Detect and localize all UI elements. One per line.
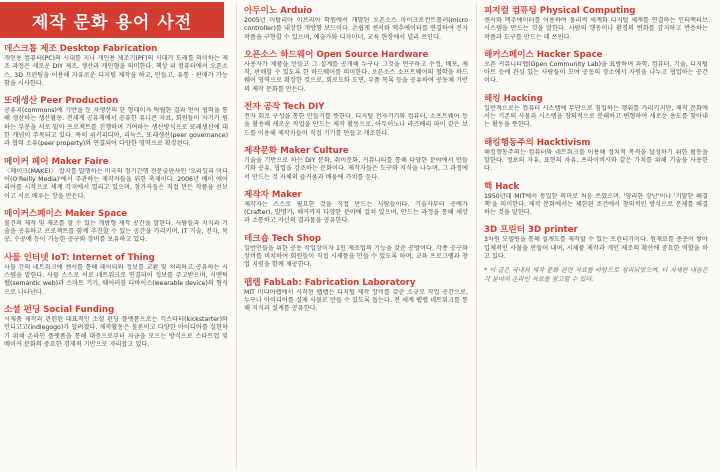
glossary-term: 제작자 Maker: [244, 189, 302, 200]
glossary-entry: [484, 180, 708, 218]
glossary-entry: [244, 48, 468, 94]
glossary-definition: 3차원 모델링을 통해 설계도를 제작할 수 있는 프린터기이다. 원재료를 층층이 쌓아 입체적인 사물을 만들어 내며, 시제품 제작과 개인 제조의 확산에 중요한 역할을 하고 있다.: [484, 236, 708, 261]
column-divider: [236, 4, 237, 468]
glossary-column-1: [4, 42, 228, 355]
glossary-entry: [244, 144, 468, 182]
glossary-entry: [484, 136, 708, 174]
glossary-definition: 일반적으로는 컴퓨터 시스템에 무단으로 침입하는 행위를 가리키지만, 제작 문화에서는 기존의 사물과 시스템을 창의적으로 분해하고 변형하여 새로운 용도를 찾아내는 활동을 뜻한다.: [484, 104, 708, 129]
glossary-definition: 전자 회로 구성을 통한 만들기를 뜻한다. 디지털 전자기기와 컴퓨터, 소프트웨어 등을 활용해 새로운 작업을 만드는 제작 활동으로, 아두이노나 라즈베리 파이 같은 보드를 이용해 제작자들이 직접 기기를 만들고 개조한다.: [244, 113, 468, 137]
glossary-term: 3D 프린터 3D printer: [484, 225, 578, 236]
glossary-entry: [244, 232, 468, 270]
glossary-definition: 개인용 컴퓨터(PC)의 시대를 지나 개인용 제조기(PF)의 시대가 도래를 의미하는 제조 과정은 새로운 DIY 제조, 생산과 개인형을 의미한다. 책상 위 컴퓨터에서 오픈소스, 3D 프린팅을 이용해 자유로운 디지털 제작을 하고, 만들고, 유통 · 판매가 가능함을 시사한다.: [4, 55, 228, 87]
glossary-definition: 기술을 기반으로 하는 DIY 문화, 취미문화, 커뮤니티를 통해 다양한 분야에서 만들기와 공유, 협업을 강조하는 문화이다. 제작자들은 도구와 지식을 나누며, 그 과정에서 만드는 것 자체의 즐거움과 배움에 가치를 둔다.: [244, 156, 468, 181]
glossary-definition: 〈메이크(MAKE)〉 잡지를 발행하는 미국의 정기간행 전문출판사인 '오라일리 미디어(O'Reilly Media)'에서 주관하는 제작자들을 위한 축제이다. 2006년 베이 에어리어를 시작으로 세계 각지에서 열리고 있으며, 참가자들은 직접 만든 작품을 선보이고 서로 배우는 장을 만든다.: [4, 167, 228, 200]
glossary-term: 팹랩 FabLab: Fabrication Laboratory: [244, 277, 416, 288]
page-title: 제작 문화 용어 사전: [0, 2, 224, 38]
glossary-term: 해커스페이스 Hacker Space: [484, 49, 603, 60]
glossary-definition: 공유지(commons)에 기반을 둔 자생산의 한 형태이자 탁월한 결과 얻어 협력을 통해 생산하는 생산활동. 전세계 공유재에서 공유한 유니콘 자료, 회원들이 자기가 원하는 부분을 서로 맡아 프로젝트를 진행하며 기여하는 생산방식으로 또래생산에 대한 개념이 주목되고 있다. 특히 위키피디아, 리눅스, 또래생산(peer governance)과 협력 소유(peer property)와 연결되어 다양한 영역으로 확장된다.: [4, 107, 228, 148]
glossary-entry: [244, 4, 468, 42]
glossary-definition: 시제품 제작과 관련된 대표적인 소셜 펀딩 플랫폼으로는 킥스타터(kickstarter)와 인디고고(indiegogo)가 알려졌다. 제작활동은 물론이고 다양한 아이디어를 실현하기 위해 온라인 플랫폼을 통해 대중으로부터 자금을 모으는 방식으로 스타트업 및 메이커 문화의 중요한 경제적 기반으로 자리잡고 있다.: [4, 315, 228, 348]
glossary-term: 데스크톱 제조 Desktop Fabrication: [4, 44, 158, 54]
glossary-term: 전자 공작 Tech DIY: [244, 102, 325, 113]
glossary-term: 소셜 펀딩 Social Funding: [4, 304, 115, 315]
glossary-term: 아두이노 Arduio: [244, 6, 313, 16]
glossary-entry: [484, 92, 708, 130]
glossary-entry: [4, 207, 228, 245]
glossary-entry: [4, 42, 228, 88]
glossary-definition: 사용자가 제품을 만들고 그 설계를 공개해 누구나 그것을 연구하고 수정, 배포, 제작, 판매할 수 있도록 한 하드웨어를 의미한다. 오픈소스 소프트웨어의 철학을 하드웨어 영역으로 확장한 것으로, 회로도와 도면, 부품 목록 등을 공유하여 공동체 기반의 제작 문화를 만든다.: [244, 60, 468, 93]
glossary-term: 제작문화 Maker Culture: [244, 145, 349, 156]
glossary-entry: [4, 251, 228, 297]
glossary-entry: [244, 100, 468, 138]
glossary-term: 오픈소스 하드웨어 Open Source Hardware: [244, 49, 429, 60]
glossary-definition: 해킹행동주의는 컴퓨터와 네트워크를 이용해 정치적 목적을 달성하기 위한 활동을 말한다. 정보의 자유, 표현의 자유, 프라이버시와 같은 가치를 위해 기술을 사용한다.: [484, 148, 708, 173]
glossary-term: 메이커스페이스 Maker Space: [4, 208, 128, 219]
glossary-definition: 1950년대 MIT에서 동일한 의미로 처음 쓰였으며, '영리한 장난'이나 '기발한 해결책'을 의미한다. 제작 문화에서는 제한된 조건에서 창의적인 방식으로 문제를 해결하는 것을 말한다.: [484, 192, 708, 217]
glossary-term: 메이커 페어 Maker Faire: [4, 156, 109, 167]
glossary-entry: [244, 188, 468, 226]
glossary-column-3: [484, 4, 708, 284]
glossary-entry: [4, 155, 228, 201]
glossary-definition: 사물 간의 네트워크에 센서를 통해 데이터와 정보를 교환 및 처리하고 공유하는 시스템을 말한다. 사물 스스로 서로 네트워크로 연결되어 정보를 주고받으며, 시맨틱 웹(semantic web)과 스마트 기기, 웨어러블 디바이스(wearable device)의 형식으로 나타난다.: [4, 263, 228, 296]
glossary-column-2: [244, 4, 468, 320]
glossary-definition: 센서와 액추에이터를 이용하여 물리적 세계와 디지털 세계를 연결하는 인터랙티브 시스템을 만드는 것을 말한다. 사람의 행동이나 환경의 변화를 감지하고 반응하는 작품과 도구를 만드는 데 쓰인다.: [484, 17, 708, 41]
glossary-entry: [484, 4, 708, 42]
glossary-entry: [484, 223, 708, 261]
glossary-definition: 2005년 이탈리아 이브리아 학원에서 개발된 오픈소스 마이크로컨트롤러(micro controller)를 내장한 개방형 보드이다. 손쉽게 센서와 액추에이터를 연결하여 전자 작품을 구현할 수 있으며, 예술가와 디자이너, 교육 현장에서 널리 쓰인다.: [244, 17, 468, 41]
glossary-term: 테크숍 Tech Shop: [244, 233, 322, 244]
glossary-entry: [484, 48, 708, 86]
glossary-term: 사물 인터넷 IoT: Internet of Thing: [4, 252, 155, 263]
glossary-entry: [4, 94, 228, 148]
column-divider: [476, 4, 477, 468]
glossary-definition: 제작자는 스스로 필요한 것을 직접 만드는 사람들이다. 기술자부터 공예가(Crafter), 발명가, 해커까지 다양한 분야에 걸쳐 있으며, 만드는 과정을 통해 세상과 소통하고 자신의 결과물을 공유한다.: [244, 200, 468, 225]
footnote: * 이 글은 국내외 제작 문화 관련 자료를 바탕으로 정리되었으며, 더 자세한 내용은 각 분야의 온라인 자료를 참고할 수 있다.: [484, 267, 708, 283]
glossary-entry: [4, 303, 228, 349]
glossary-term: 피지컬 컴퓨팅 Physical Computing: [484, 6, 636, 16]
glossary-entry: [244, 276, 468, 314]
glossary-term: 또래생산 Peer Production: [4, 96, 119, 107]
glossary-definition: 오픈 커뮤니티랩(Open Community Lab)을 표방하며 과학, 컴퓨터, 기술, 디지털 아트 등에 관심 있는 사람들이 모여 공동의 장소에서 자원을 나누고 협업하는 공간이다.: [484, 60, 708, 85]
glossary-definition: MIT 미디어랩에서 시작된 팹랩은 디지털 제작 장비를 갖춘 소규모 작업 공간으로, 누구나 아이디어를 실제 사물로 만들 수 있도록 돕는다. 전 세계 팹랩 네트워크를 통해 지식과 설계를 공유한다.: [244, 288, 468, 313]
glossary-term: 핵 Hack: [484, 181, 520, 192]
glossary-definition: 물건의 제작 및 제조를 할 수 있는 개방형 제작 공간을 말한다. 사람들과 지식과 기술을 공유하고 프로젝트를 함께 추진할 수 있는 공간을 가리키며, IT 기술, 전자, 목공, 수공예 등이 가능한 공구와 장비를 보유하고 있다.: [4, 219, 228, 244]
glossary-definition: 일반인들을 위한 공동 작업장이자 1인 제조업의 기능을 갖춘 공방이다. 각종 공구와 장비를 비치하여 회원들이 직접 시제품을 만들 수 있도록 하며, 교육 프로그램과 창업 지원을 함께 제공한다.: [244, 244, 468, 269]
glossary-term: 해킹 Hacking: [484, 93, 543, 104]
glossary-term: 해킹행동주의 Hacktivism: [484, 137, 591, 148]
